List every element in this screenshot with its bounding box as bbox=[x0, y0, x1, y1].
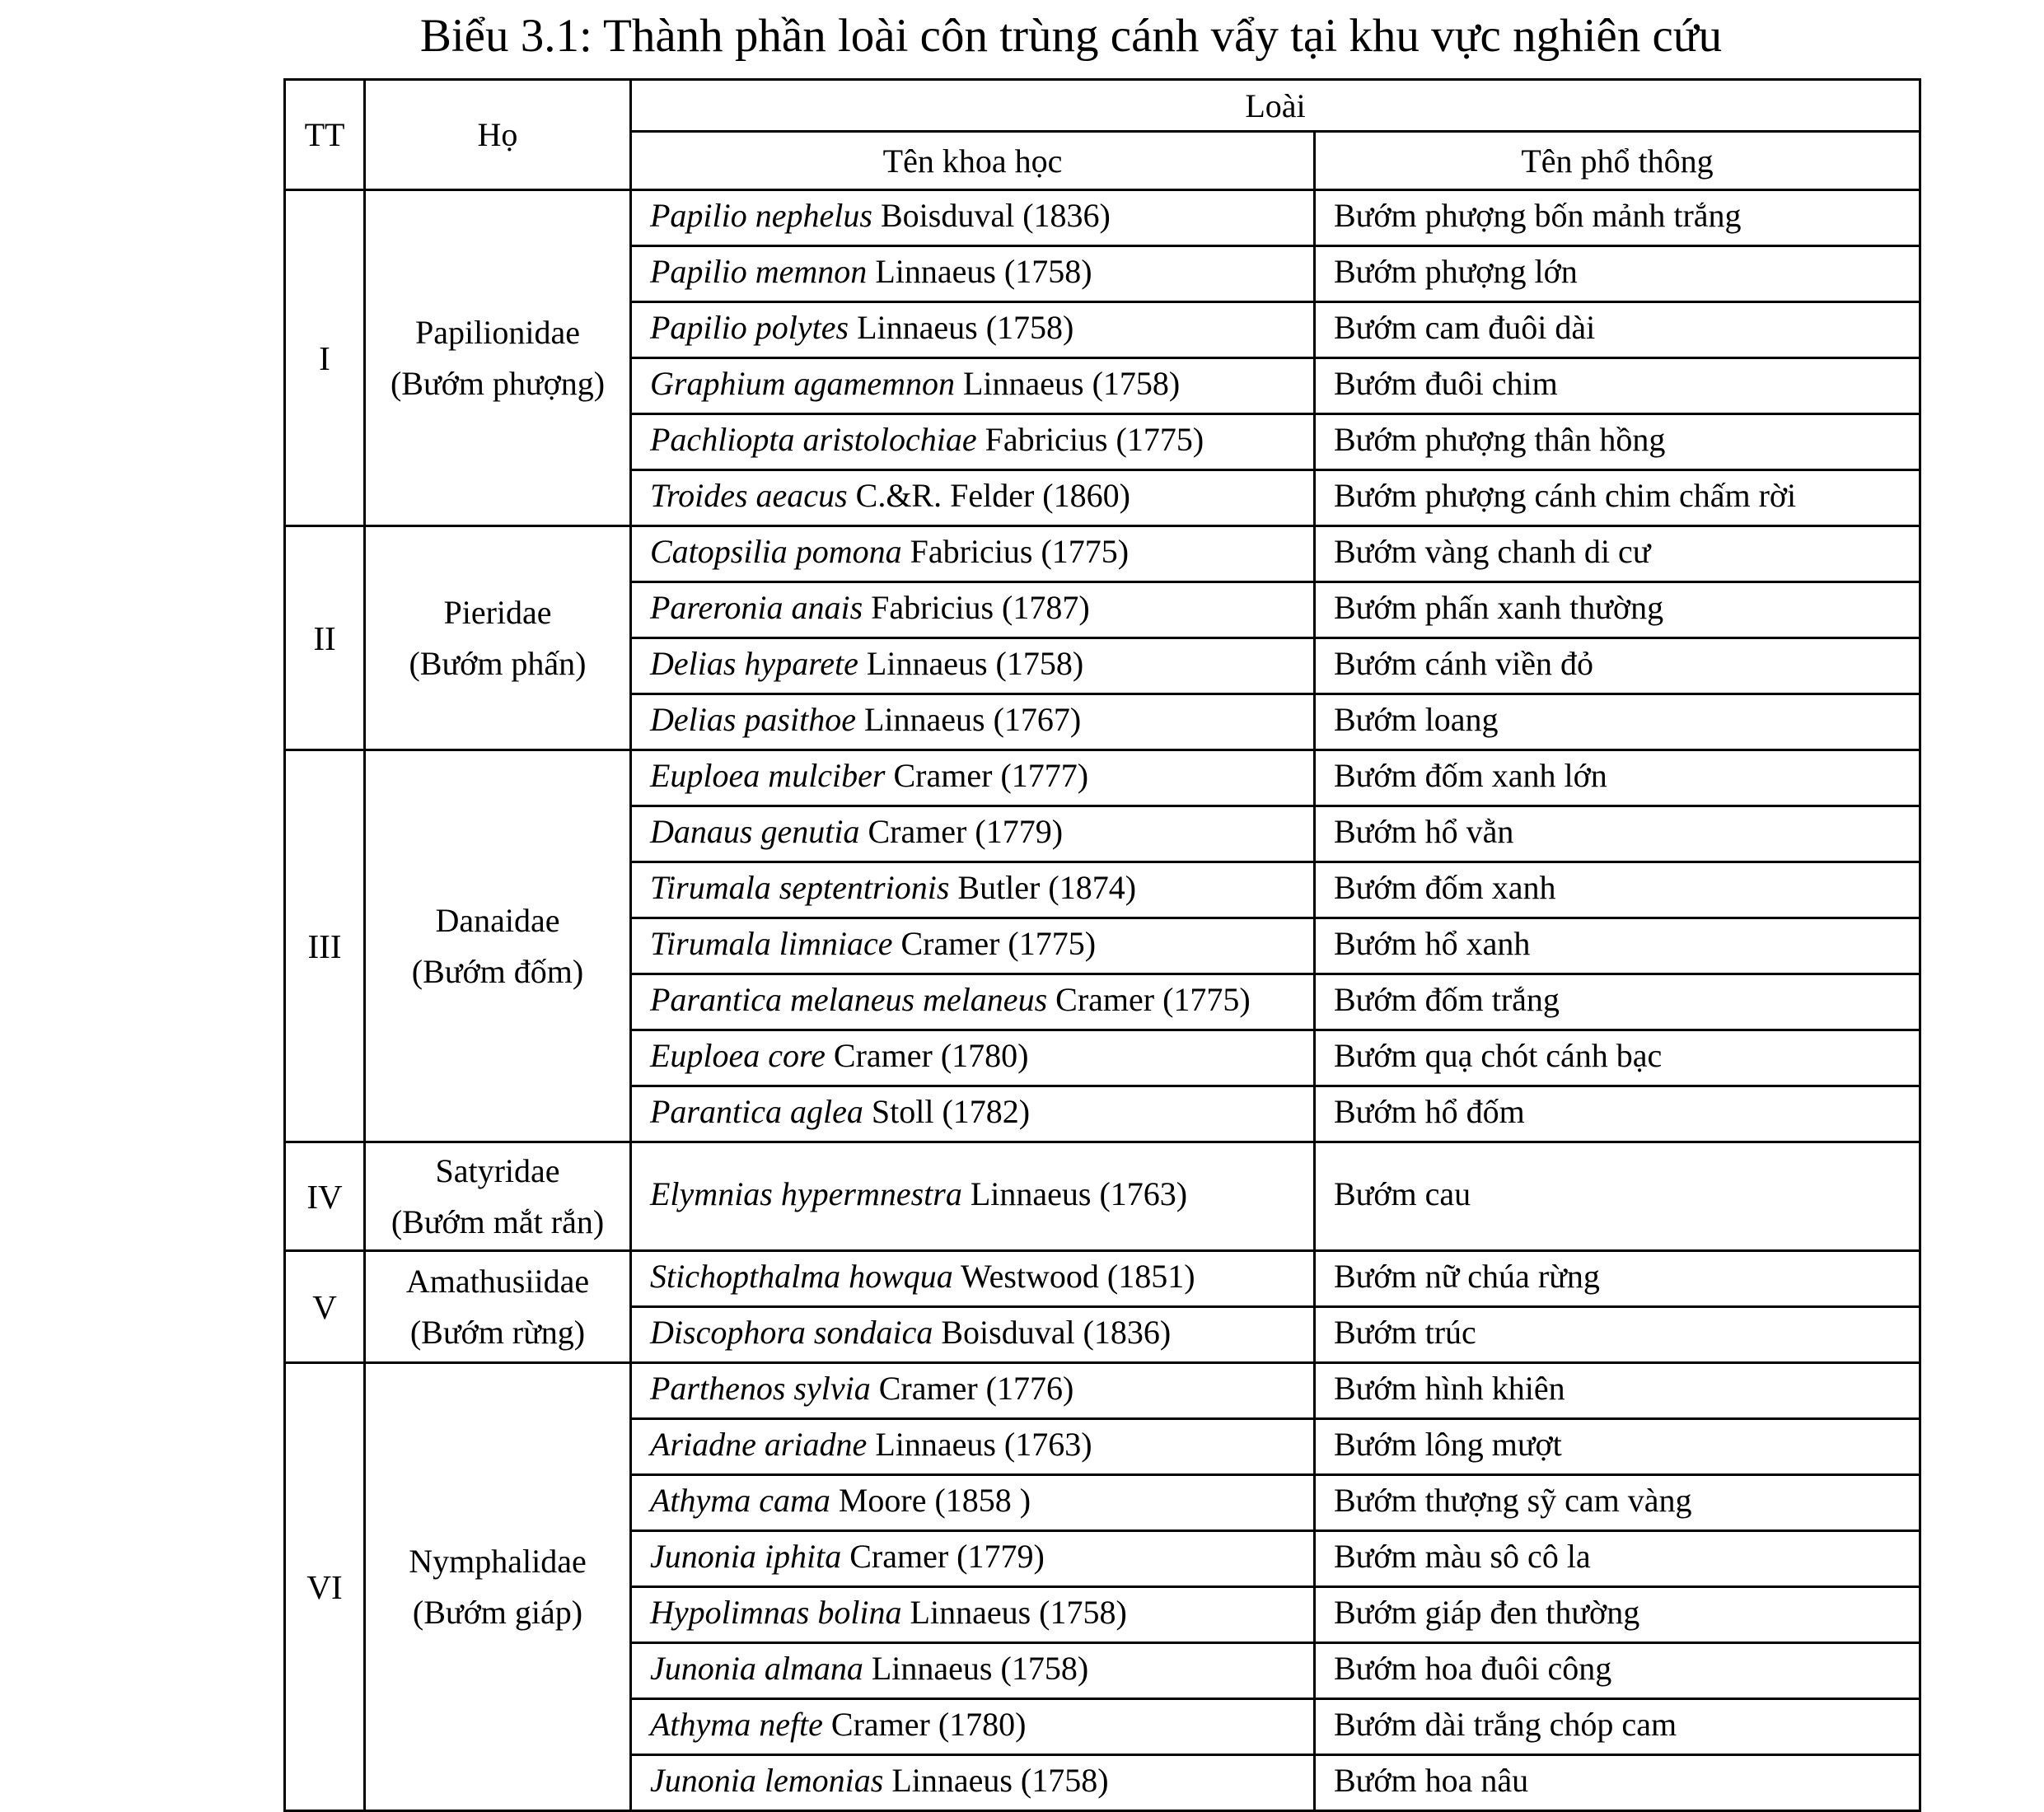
scientific-name-cell bbox=[631, 190, 1315, 246]
family-common-name: (Bướm phấn) bbox=[409, 644, 587, 682]
common-name-cell: Bướm phượng thân hồng bbox=[1315, 414, 1920, 470]
species-binomial: Delias pasithoe bbox=[650, 701, 856, 738]
scientific-name-cell bbox=[631, 1531, 1315, 1587]
species-binomial: Tirumala limniace bbox=[650, 925, 893, 962]
scientific-name-cell bbox=[631, 1251, 1315, 1307]
table-row bbox=[285, 526, 1920, 582]
common-name-cell: Bướm phượng bốn mảnh trắng bbox=[1315, 190, 1920, 246]
scientific-name-cell bbox=[631, 526, 1315, 582]
family-number: II bbox=[285, 526, 365, 750]
family-cell bbox=[365, 1363, 631, 1811]
family-name: Amathusiidae bbox=[405, 1262, 590, 1300]
scientific-name-cell bbox=[631, 1699, 1315, 1755]
species-author: Cramer (1775) bbox=[1047, 981, 1251, 1018]
scientific-name-cell bbox=[631, 1142, 1315, 1251]
family-name: Pieridae bbox=[443, 593, 552, 631]
scientific-name-cell bbox=[631, 918, 1315, 974]
common-name-cell: Bướm vàng chanh di cư bbox=[1315, 526, 1920, 582]
scientific-name-cell bbox=[631, 1475, 1315, 1531]
common-name-cell: Bướm phượng cánh chim chấm rời bbox=[1315, 470, 1920, 526]
family-common-name: (Bướm phượng) bbox=[390, 364, 606, 402]
species-author: Fabricius (1787) bbox=[863, 589, 1090, 626]
scientific-name-cell bbox=[631, 638, 1315, 694]
header-tt: TT bbox=[285, 80, 365, 190]
species-author: Linnaeus (1763) bbox=[867, 1426, 1092, 1463]
scientific-name-cell bbox=[631, 1419, 1315, 1475]
species-author: Cramer (1775) bbox=[892, 925, 1097, 962]
scientific-name-cell bbox=[631, 358, 1315, 414]
family-number: V bbox=[285, 1251, 365, 1363]
table-row bbox=[285, 190, 1920, 246]
species-binomial: Junonia iphita bbox=[650, 1538, 842, 1575]
common-name-cell: Bướm hoa đuôi công bbox=[1315, 1643, 1920, 1699]
family-common-name: (Bướm giáp) bbox=[412, 1593, 583, 1631]
species-author: Cramer (1776) bbox=[870, 1370, 1074, 1407]
species-author: Boisduval (1836) bbox=[872, 197, 1111, 234]
species-author: C.&R. Felder (1860) bbox=[847, 477, 1130, 514]
scientific-name-cell bbox=[631, 1643, 1315, 1699]
scientific-name-cell bbox=[631, 246, 1315, 302]
species-binomial: Elymnias hypermnestra bbox=[650, 1175, 962, 1212]
family-cell bbox=[365, 750, 631, 1142]
family-number: VI bbox=[285, 1363, 365, 1811]
common-name-cell: Bướm loang bbox=[1315, 694, 1920, 750]
common-name-cell: Bướm đốm xanh bbox=[1315, 862, 1920, 918]
scientific-name-cell bbox=[631, 1363, 1315, 1419]
species-author: Linnaeus (1758) bbox=[858, 645, 1084, 682]
family-common-name: (Bướm rừng) bbox=[409, 1313, 586, 1351]
species-author: Boisduval (1836) bbox=[933, 1314, 1172, 1351]
common-name-cell: Bướm hổ đốm bbox=[1315, 1086, 1920, 1142]
species-binomial: Papilio nephelus bbox=[650, 197, 872, 234]
species-binomial: Hypolimnas bolina bbox=[650, 1594, 902, 1631]
species-binomial: Ariadne ariadne bbox=[650, 1426, 868, 1463]
family-name: Danaidae bbox=[435, 901, 560, 939]
common-name-cell: Bướm trúc bbox=[1315, 1307, 1920, 1363]
species-author: Linnaeus (1767) bbox=[855, 701, 1082, 738]
family-name: Satyridae bbox=[435, 1151, 560, 1189]
header-ho: Họ bbox=[365, 80, 631, 190]
species-binomial: Euploea mulciber bbox=[650, 757, 886, 794]
species-binomial: Pachliopta aristolochiae bbox=[650, 421, 977, 458]
species-binomial: Papilio polytes bbox=[650, 309, 849, 346]
page-title: Biểu 3.1: Thành phần loài côn trùng cánh vẩy tại khu vực nghiên cứu bbox=[419, 10, 1723, 62]
species-author: Cramer (1777) bbox=[885, 757, 1089, 794]
species-binomial: Danaus genutia bbox=[650, 813, 860, 850]
table-row bbox=[285, 750, 1920, 806]
species-author: Stoll (1782) bbox=[863, 1093, 1031, 1130]
common-name-cell: Bướm lông mượt bbox=[1315, 1419, 1920, 1475]
species-author: Cramer (1779) bbox=[859, 813, 1064, 850]
species-table bbox=[283, 78, 1921, 1812]
common-name-cell: Bướm cánh viền đỏ bbox=[1315, 638, 1920, 694]
common-name-cell: Bướm thượng sỹ cam vàng bbox=[1315, 1475, 1920, 1531]
species-binomial: Parantica aglea bbox=[650, 1093, 863, 1130]
species-binomial: Athyma nefte bbox=[650, 1706, 823, 1743]
common-name-cell: Bướm dài trắng chóp cam bbox=[1315, 1699, 1920, 1755]
common-name-cell: Bướm phượng lớn bbox=[1315, 246, 1920, 302]
species-author: Linnaeus (1758) bbox=[867, 253, 1092, 290]
species-binomial: Parantica melaneus melaneus bbox=[650, 981, 1048, 1018]
species-binomial: Troides aeacus bbox=[650, 477, 848, 514]
common-name-cell: Bướm đuôi chim bbox=[1315, 358, 1920, 414]
family-name: Papilionidae bbox=[415, 313, 580, 351]
table-header bbox=[285, 80, 1920, 190]
table-row bbox=[285, 1251, 1920, 1307]
species-author: Cramer (1779) bbox=[841, 1538, 1045, 1575]
species-binomial: Stichopthalma howqua bbox=[650, 1258, 953, 1295]
table-row bbox=[285, 1142, 1920, 1251]
scientific-name-cell bbox=[631, 1030, 1315, 1086]
header-ten-pho-thong: Tên phổ thông bbox=[1315, 132, 1920, 190]
scientific-name-cell bbox=[631, 470, 1315, 526]
species-binomial: Parthenos sylvia bbox=[650, 1370, 871, 1407]
species-binomial: Euploea core bbox=[650, 1037, 826, 1074]
species-author: Cramer (1780) bbox=[822, 1706, 1027, 1743]
table-body bbox=[285, 190, 1920, 1811]
common-name-cell: Bướm màu sô cô la bbox=[1315, 1531, 1920, 1587]
species-binomial: Catopsilia pomona bbox=[650, 533, 902, 570]
family-number: I bbox=[285, 190, 365, 526]
header-loai: Loài bbox=[631, 80, 1920, 132]
species-author: Linnaeus (1758) bbox=[901, 1594, 1127, 1631]
species-binomial: Tirumala septentrionis bbox=[650, 869, 950, 906]
species-binomial: Junonia lemonias bbox=[650, 1762, 884, 1799]
family-name: Nymphalidae bbox=[409, 1542, 587, 1580]
species-binomial: Papilio memnon bbox=[650, 253, 868, 290]
scientific-name-cell bbox=[631, 974, 1315, 1030]
species-binomial: Athyma cama bbox=[650, 1482, 830, 1519]
species-author: Fabricius (1775) bbox=[901, 533, 1130, 570]
species-author: Linnaeus (1758) bbox=[849, 309, 1074, 346]
family-number: III bbox=[285, 750, 365, 1142]
species-author: Fabricius (1775) bbox=[976, 421, 1204, 458]
scientific-name-cell bbox=[631, 302, 1315, 358]
common-name-cell: Bướm giáp đen thường bbox=[1315, 1587, 1920, 1643]
species-binomial: Graphium agamemnon bbox=[650, 365, 955, 402]
species-author: Moore (1858 ) bbox=[830, 1482, 1031, 1519]
scientific-name-cell bbox=[631, 582, 1315, 638]
common-name-cell: Bướm cam đuôi dài bbox=[1315, 302, 1920, 358]
scientific-name-cell bbox=[631, 1587, 1315, 1643]
common-name-cell: Bướm cau bbox=[1315, 1142, 1920, 1251]
family-number: IV bbox=[285, 1142, 365, 1251]
common-name-cell: Bướm hoa nâu bbox=[1315, 1755, 1920, 1811]
common-name-cell: Bướm phấn xanh thường bbox=[1315, 582, 1920, 638]
species-author: Cramer (1780) bbox=[825, 1037, 1029, 1074]
species-author: Butler (1874) bbox=[949, 869, 1137, 906]
scientific-name-cell bbox=[631, 1086, 1315, 1142]
header-ten-khoa-hoc: Tên khoa học bbox=[631, 132, 1315, 190]
scientific-name-cell bbox=[631, 1307, 1315, 1363]
species-binomial: Pareronia anais bbox=[650, 589, 863, 626]
common-name-cell: Bướm hình khiên bbox=[1315, 1363, 1920, 1419]
scientific-name-cell bbox=[631, 414, 1315, 470]
common-name-cell: Bướm hổ vằn bbox=[1315, 806, 1920, 862]
species-author: Linnaeus (1758) bbox=[863, 1650, 1089, 1687]
scientific-name-cell bbox=[631, 862, 1315, 918]
species-author: Linnaeus (1763) bbox=[961, 1175, 1188, 1212]
family-cell bbox=[365, 1251, 631, 1363]
species-binomial: Delias hyparete bbox=[650, 645, 858, 682]
species-binomial: Discophora sondaica bbox=[650, 1314, 933, 1351]
family-cell bbox=[365, 190, 631, 526]
family-cell bbox=[365, 1142, 631, 1251]
common-name-cell: Bướm quạ chót cánh bạc bbox=[1315, 1030, 1920, 1086]
species-author: Linnaeus (1758) bbox=[954, 365, 1181, 402]
species-author: Westwood (1851) bbox=[952, 1258, 1195, 1295]
scientific-name-cell bbox=[631, 806, 1315, 862]
family-common-name: (Bướm đốm) bbox=[411, 952, 584, 990]
common-name-cell: Bướm nữ chúa rừng bbox=[1315, 1251, 1920, 1307]
table-row bbox=[285, 1363, 1920, 1419]
scientific-name-cell bbox=[631, 750, 1315, 806]
common-name-cell: Bướm đốm trắng bbox=[1315, 974, 1920, 1030]
species-author: Linnaeus (1758) bbox=[883, 1762, 1109, 1799]
common-name-cell: Bướm hổ xanh bbox=[1315, 918, 1920, 974]
common-name-cell: Bướm đốm xanh lớn bbox=[1315, 750, 1920, 806]
scientific-name-cell bbox=[631, 694, 1315, 750]
species-binomial: Junonia almana bbox=[650, 1650, 863, 1687]
family-common-name: (Bướm mắt rắn) bbox=[391, 1203, 605, 1240]
family-cell bbox=[365, 526, 631, 750]
